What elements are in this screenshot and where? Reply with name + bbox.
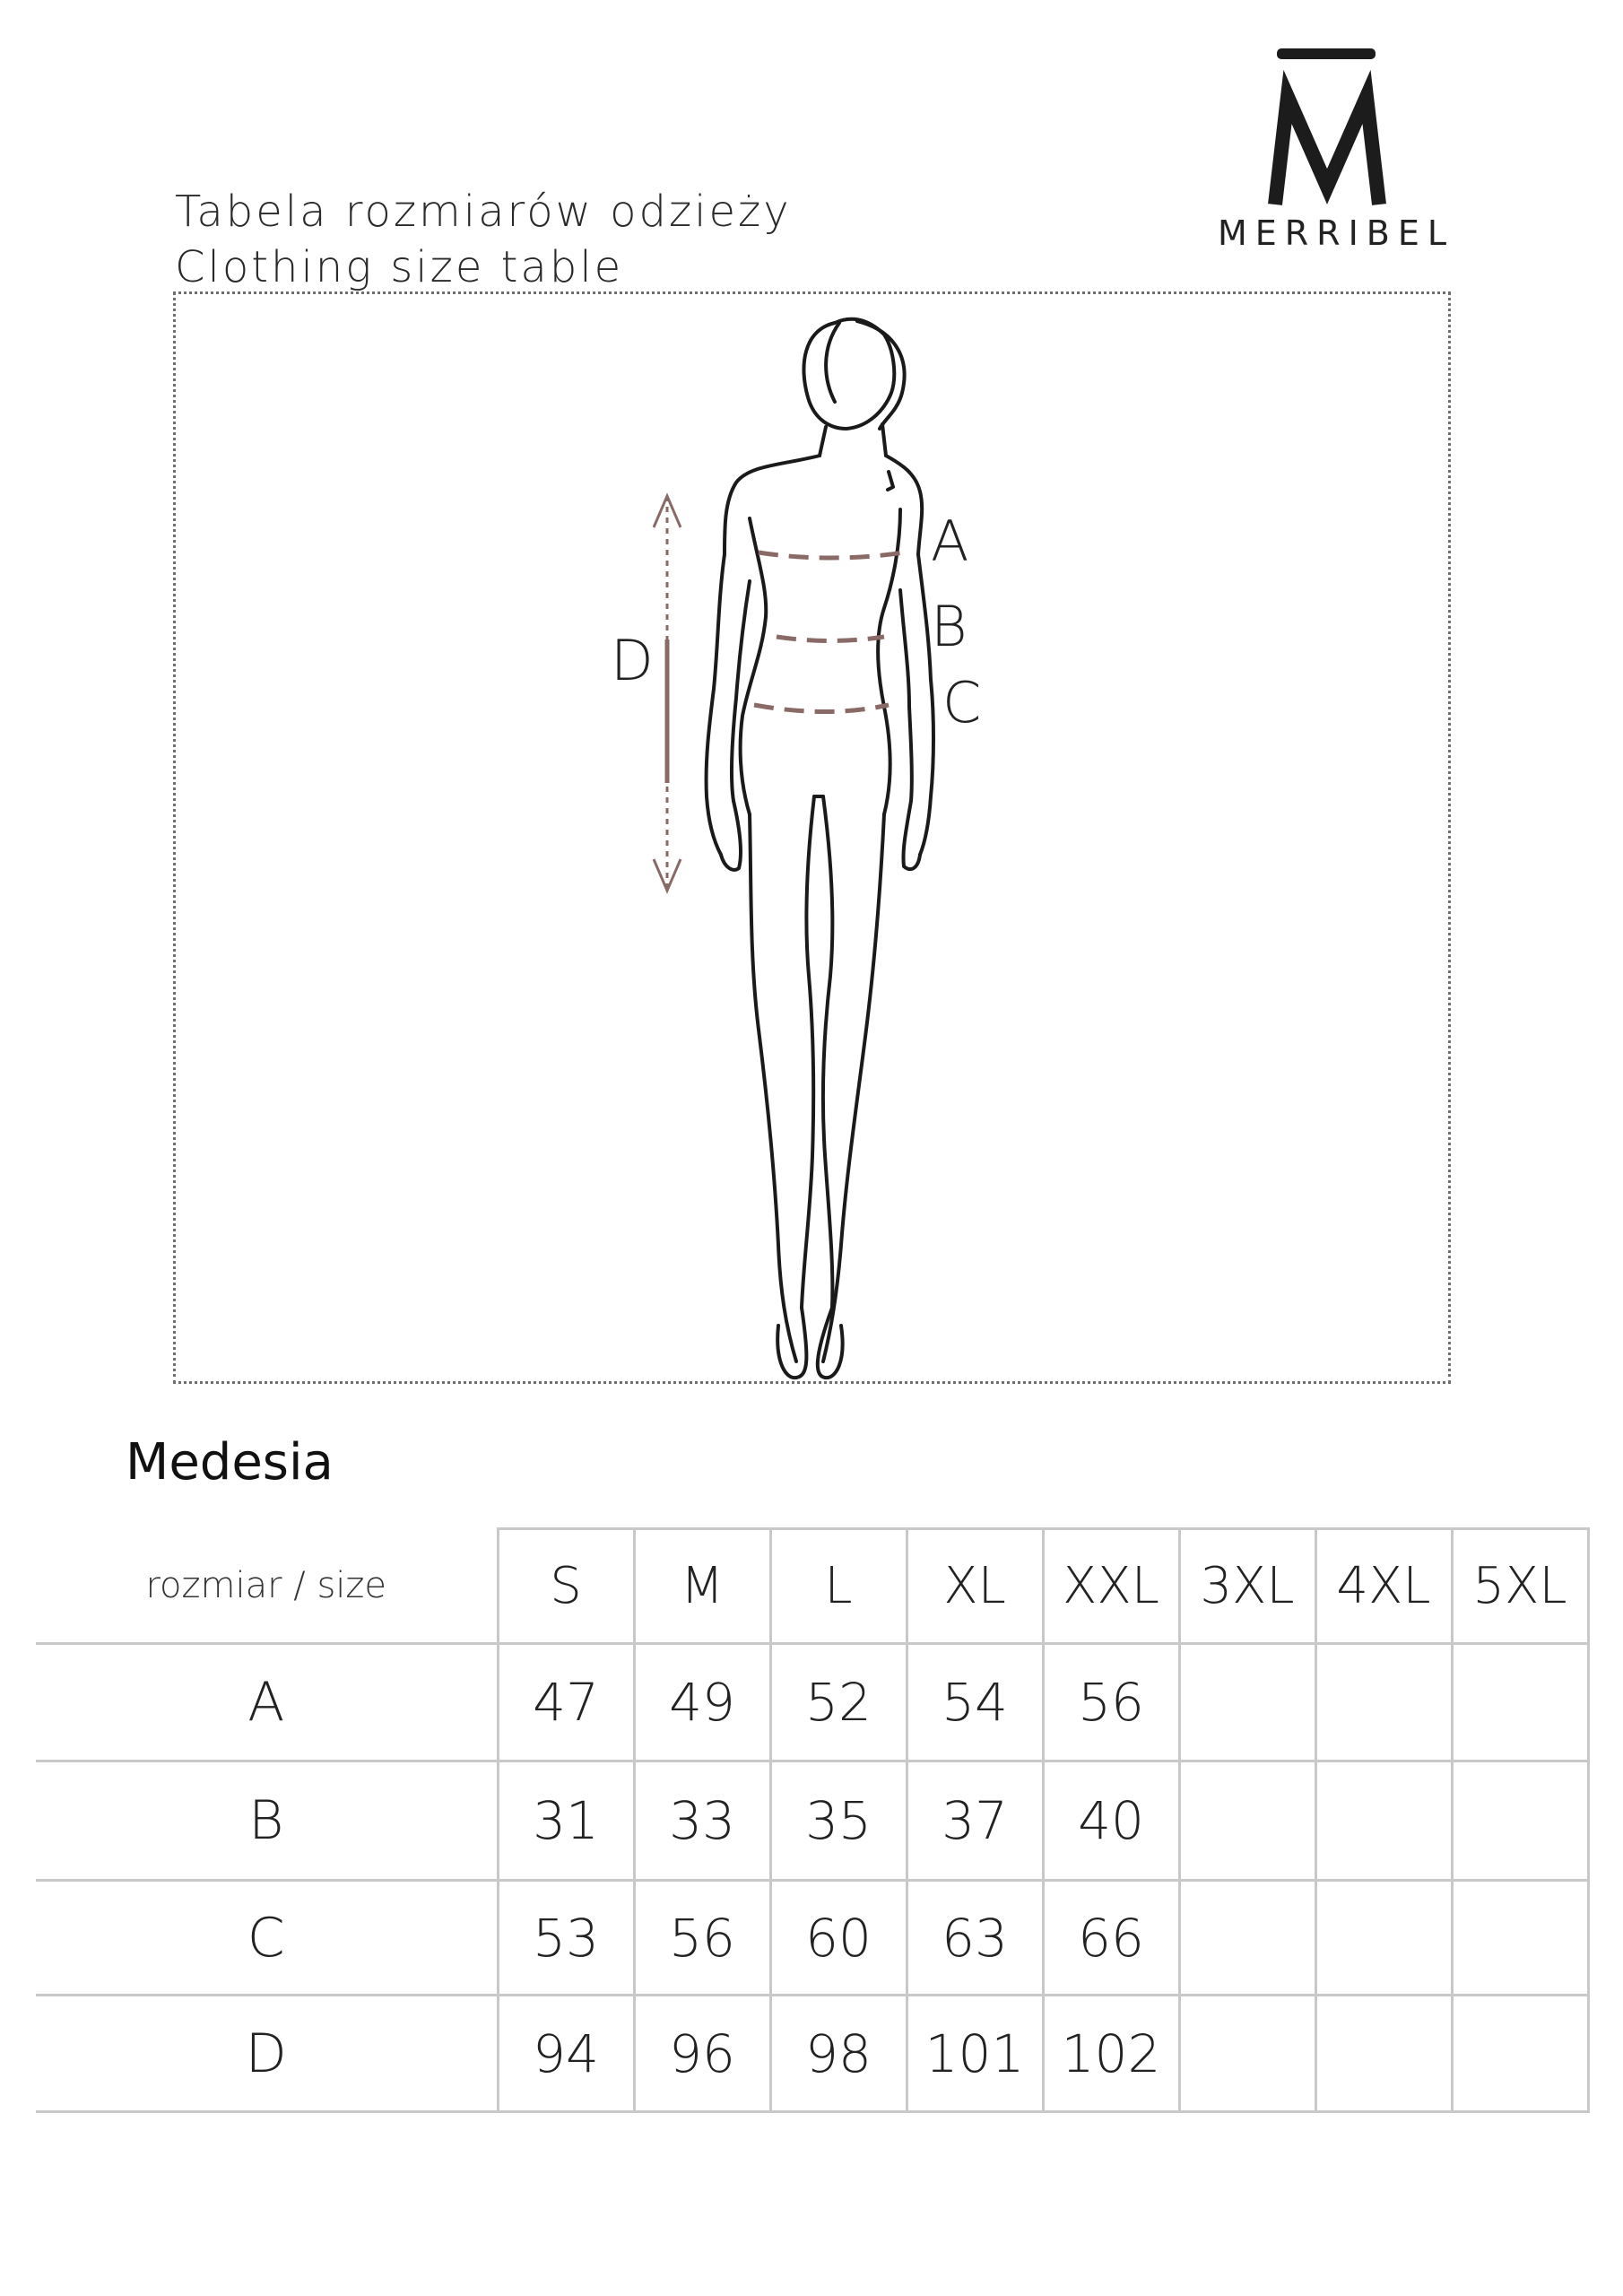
- row-label-c: C: [36, 1881, 498, 1996]
- table-cell: [1452, 1644, 1588, 1761]
- measurement-label-d: D: [611, 628, 654, 693]
- table-cell: [1315, 1881, 1452, 1996]
- table-cell: 40: [1043, 1761, 1179, 1881]
- table-cell: [1179, 1996, 1315, 2112]
- table-cell: 102: [1043, 1996, 1179, 2112]
- merribel-logo: [1202, 43, 1471, 267]
- table-cell: 54: [907, 1644, 1043, 1761]
- table-cell: 98: [770, 1996, 907, 2112]
- measurement-label-c: C: [942, 670, 982, 735]
- table-row-b: [36, 1761, 1588, 1881]
- table-cell: [1179, 1881, 1315, 1996]
- table-cell: 56: [634, 1881, 770, 1996]
- page-title: [175, 184, 792, 295]
- row-label-d: D: [36, 1996, 498, 2112]
- table-cell: 63: [907, 1881, 1043, 1996]
- table-cell: 56: [1043, 1644, 1179, 1761]
- size-col-3xl: 3XL: [1179, 1529, 1315, 1644]
- table-cell: 60: [770, 1881, 907, 1996]
- size-header-label: rozmiar / size: [36, 1529, 498, 1644]
- table-cell: 96: [634, 1996, 770, 2112]
- brand-name: MERRIBEL: [1217, 213, 1455, 253]
- table-cell: [1179, 1644, 1315, 1761]
- table-cell: [1452, 1761, 1588, 1881]
- table-header-row: [36, 1529, 1588, 1644]
- table-cell: [1315, 1644, 1452, 1761]
- table-row-d: [36, 1996, 1588, 2112]
- size-col-5xl: 5XL: [1452, 1529, 1588, 1644]
- table-cell: 66: [1043, 1881, 1179, 1996]
- figure-frame: [173, 291, 1451, 1384]
- table-cell: 101: [907, 1996, 1043, 2112]
- table-cell: [1315, 1996, 1452, 2112]
- table-cell: 52: [770, 1644, 907, 1761]
- measurement-label-a: A: [931, 509, 969, 574]
- measurement-label-b: B: [931, 594, 968, 659]
- product-name: Medesia: [126, 1433, 334, 1492]
- table-cell: 47: [498, 1644, 634, 1761]
- logo-m-mark: [1264, 43, 1408, 209]
- size-col-4xl: 4XL: [1315, 1529, 1452, 1644]
- table-cell: [1452, 1881, 1588, 1996]
- table-cell: 94: [498, 1996, 634, 2112]
- table-cell: [1452, 1996, 1588, 2112]
- size-col-s: S: [498, 1529, 634, 1644]
- body-silhouette: [176, 294, 1454, 1387]
- table-row-c: [36, 1881, 1588, 1996]
- row-label-a: A: [36, 1644, 498, 1761]
- size-table: [36, 1527, 1590, 2113]
- table-cell: 35: [770, 1761, 907, 1881]
- size-col-l: L: [770, 1529, 907, 1644]
- table-row-a: [36, 1644, 1588, 1761]
- size-col-xl: XL: [907, 1529, 1043, 1644]
- size-col-xxl: XXL: [1043, 1529, 1179, 1644]
- size-col-m: M: [634, 1529, 770, 1644]
- table-cell: [1179, 1761, 1315, 1881]
- table-cell: [1315, 1761, 1452, 1881]
- table-cell: 31: [498, 1761, 634, 1881]
- table-cell: 37: [907, 1761, 1043, 1881]
- row-label-b: B: [36, 1761, 498, 1881]
- table-cell: 49: [634, 1644, 770, 1761]
- title-english: Clothing size table: [175, 242, 624, 292]
- table-cell: 53: [498, 1881, 634, 1996]
- title-polish: Tabela rozmiarów odzieży: [175, 187, 792, 237]
- table-cell: 33: [634, 1761, 770, 1881]
